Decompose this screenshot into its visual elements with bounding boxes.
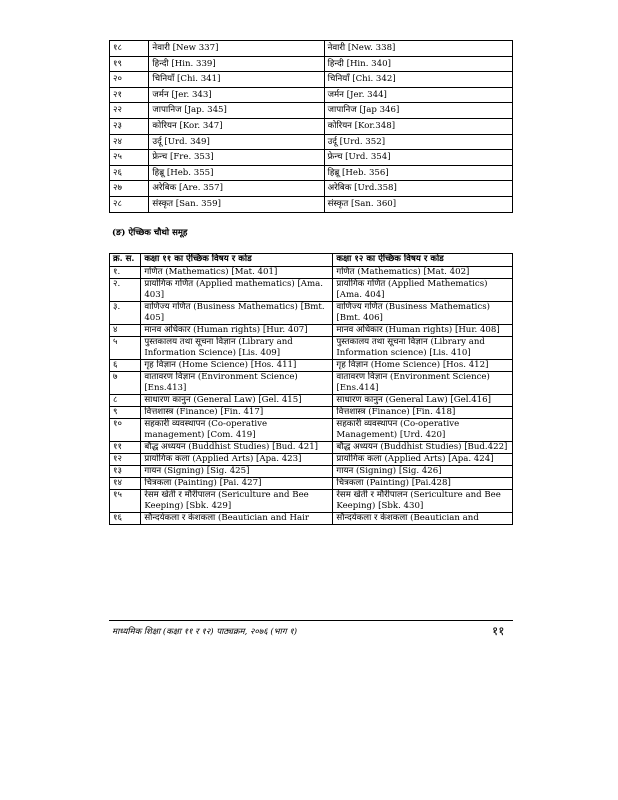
header-class-11: कक्षा ११ का ऐच्छिक विषय र कोड <box>141 254 333 267</box>
class-12-subject: मानव अधिकार (Human rights) [Hur. 408] <box>333 325 513 337</box>
table-row <box>110 325 513 337</box>
table-row <box>110 395 513 407</box>
class-12-subject: सौन्दर्यकला र केशकला (Beautician and <box>333 513 513 525</box>
class-12-subject: वातावरण विज्ञान (Environment Science) [Ens.414] <box>333 372 513 395</box>
class-11-subject: पुस्तकालय तथा सूचना विज्ञान (Library and Information Science) [Lis. 409] <box>141 337 333 360</box>
table-row <box>110 118 513 134</box>
row-serial: २६ <box>110 165 149 181</box>
row-serial: २५ <box>110 150 149 166</box>
row-serial: २८ <box>110 196 149 212</box>
row-serial: २२ <box>110 103 149 119</box>
class-12-subject: वित्तशास्त्र (Finance) [Fin. 418] <box>333 407 513 419</box>
row-serial: ८ <box>110 395 141 407</box>
footer-divider <box>109 620 513 621</box>
table-row <box>110 72 513 88</box>
class-12-subject: रेसम खेती र मौरीपालन (Sericulture and Bee Keeping) [Sbk. 430] <box>333 490 513 513</box>
class-12-subject: फ्रेन्च [Urd. 354] <box>324 150 512 166</box>
class-11-subject: हिब्रू [Heb. 355] <box>149 165 324 181</box>
class-12-subject: कोरियन [Kor.348] <box>324 118 512 134</box>
class-12-subject: हिब्रू [Heb. 356] <box>324 165 512 181</box>
table-row <box>110 407 513 419</box>
class-11-subject: प्रायोगिक कला (Applied Arts) [Apa. 423] <box>141 454 333 466</box>
table-row <box>110 442 513 454</box>
class-12-subject: हिन्दी [Hin. 340] <box>324 56 512 72</box>
table-row <box>110 134 513 150</box>
class-12-subject: संस्कृत [San. 360] <box>324 196 512 212</box>
class-11-subject: नेवारी [New 337] <box>149 41 324 57</box>
table-row <box>110 478 513 490</box>
class-12-subject: गृह विज्ञान (Home Science) [Hos. 412] <box>333 360 513 372</box>
table-row <box>110 103 513 119</box>
class-12-subject: गायन (Signing) [Sig. 426] <box>333 466 513 478</box>
row-serial: १८ <box>110 41 149 57</box>
row-serial: १२ <box>110 454 141 466</box>
table-row <box>110 150 513 166</box>
class-12-subject: नेवारी [New. 338] <box>324 41 512 57</box>
class-12-subject: जर्मन [Jer. 344] <box>324 87 512 103</box>
row-serial: ४ <box>110 325 141 337</box>
language-subjects-table <box>109 40 513 213</box>
class-12-subject: सहकारी व्यवस्थापन (Co-operative Management) [Urd. 420] <box>333 419 513 442</box>
table-row <box>110 196 513 212</box>
class-11-subject: फ्रेन्च [Fre. 353] <box>149 150 324 166</box>
class-11-subject: चित्रकला (Painting) [Pai. 427] <box>141 478 333 490</box>
class-11-subject: रेसम खेती र मौरीपालन (Sericulture and Bee Keeping) [Sbk. 429] <box>141 490 333 513</box>
class-12-subject: उर्दू [Urd. 352] <box>324 134 512 150</box>
table-row <box>110 454 513 466</box>
class-11-subject: हिन्दी [Hin. 339] <box>149 56 324 72</box>
class-11-subject: गणित (Mathematics) [Mat. 401] <box>141 267 333 279</box>
table-header-row <box>110 254 513 267</box>
class-12-subject: पुस्तकालय तथा सूचना विज्ञान (Library and Information science) [Lis. 410] <box>333 337 513 360</box>
class-12-subject: बौद्ध अध्ययन (Buddhist Studies) [Bud.422] <box>333 442 513 454</box>
page-number: ११ <box>492 624 505 638</box>
header-serial: क्र. स. <box>110 254 141 267</box>
header-class-12: कक्षा १२ का ऐच्छिक विषय र कोड <box>333 254 513 267</box>
class-11-subject: गृह विज्ञान (Home Science) [Hos. 411] <box>141 360 333 372</box>
table-row <box>110 267 513 279</box>
table-row <box>110 87 513 103</box>
row-serial: २. <box>110 279 141 302</box>
row-serial: १५ <box>110 490 141 513</box>
class-11-subject: मानव अधिकार (Human rights) [Hur. 407] <box>141 325 333 337</box>
table-row <box>110 41 513 57</box>
class-11-subject: वातावरण विज्ञान (Environment Science) [Ens.413] <box>141 372 333 395</box>
row-serial: १० <box>110 419 141 442</box>
class-11-subject: चिनियाँ [Chi. 341] <box>149 72 324 88</box>
class-12-subject: प्रायोगिक गणित (Applied Mathematics) [Ama. 404] <box>333 279 513 302</box>
table-row <box>110 165 513 181</box>
class-11-subject: कोरियन [Kor. 347] <box>149 118 324 134</box>
row-serial: २७ <box>110 181 149 197</box>
class-12-subject: अरेबिक [Urd.358] <box>324 181 512 197</box>
footer-title: माध्यमिक शिक्षा (कक्षा ११ र १२) पाठ्यक्रम, २०७६ (भाग १) <box>112 627 298 637</box>
optional-fourth-group-table <box>109 253 513 525</box>
row-serial: १९ <box>110 56 149 72</box>
row-serial: २१ <box>110 87 149 103</box>
row-serial: १६ <box>110 513 141 525</box>
table-row <box>110 466 513 478</box>
row-serial: ६ <box>110 360 141 372</box>
class-11-subject: वाणिज्य गणित (Business Mathematics) [Bmt. 405] <box>141 302 333 325</box>
class-12-subject: वाणिज्य गणित (Business Mathematics) [Bmt. 406] <box>333 302 513 325</box>
row-serial: २३ <box>110 118 149 134</box>
row-serial: १४ <box>110 478 141 490</box>
class-11-subject: बौद्ध अध्ययन (Buddhist Studies) [Bud. 421] <box>141 442 333 454</box>
class-12-subject: प्रायोगिक कला (Applied Arts) [Apa. 424] <box>333 454 513 466</box>
table-row <box>110 56 513 72</box>
section-heading: (ङ) ऐच्छिक चौथो समूह <box>112 228 188 238</box>
row-serial: ११ <box>110 442 141 454</box>
class-11-subject: गायन (Signing) [Sig. 425] <box>141 466 333 478</box>
class-12-subject: साधारण कानुन (General Law) [Gel.416] <box>333 395 513 407</box>
class-11-subject: वित्तशास्त्र (Finance) [Fin. 417] <box>141 407 333 419</box>
class-12-subject: चित्रकला (Painting) [Pai.428] <box>333 478 513 490</box>
class-11-subject: संस्कृत [San. 359] <box>149 196 324 212</box>
class-11-subject: सौन्दर्यकला र केशकला (Beautician and Hair <box>141 513 333 525</box>
class-12-subject: जापानिज [Jap 346] <box>324 103 512 119</box>
class-11-subject: साधारण कानुन (General Law) [Gel. 415] <box>141 395 333 407</box>
table-row <box>110 279 513 302</box>
class-12-subject: चिनियाँ [Chi. 342] <box>324 72 512 88</box>
row-serial: १३ <box>110 466 141 478</box>
table-row <box>110 490 513 513</box>
class-11-subject: जर्मन [Jer. 343] <box>149 87 324 103</box>
class-12-subject: गणित (Mathematics) [Mat. 402] <box>333 267 513 279</box>
table-row <box>110 419 513 442</box>
row-serial: २४ <box>110 134 149 150</box>
table-row <box>110 513 513 525</box>
row-serial: ५ <box>110 337 141 360</box>
row-serial: २० <box>110 72 149 88</box>
row-serial: ९ <box>110 407 141 419</box>
class-11-subject: जापानिज [Jap. 345] <box>149 103 324 119</box>
class-11-subject: अरेबिक [Are. 357] <box>149 181 324 197</box>
class-11-subject: प्रायोगिक गणित (Applied mathematics) [Ama. 403] <box>141 279 333 302</box>
class-11-subject: उर्दू [Urd. 349] <box>149 134 324 150</box>
row-serial: १. <box>110 267 141 279</box>
table-row <box>110 181 513 197</box>
class-11-subject: सहकारी व्यवस्थापन (Co-operative management) [Com. 419] <box>141 419 333 442</box>
table-row <box>110 337 513 360</box>
table-row <box>110 302 513 325</box>
table-row <box>110 360 513 372</box>
row-serial: ७ <box>110 372 141 395</box>
table-row <box>110 372 513 395</box>
row-serial: ३. <box>110 302 141 325</box>
